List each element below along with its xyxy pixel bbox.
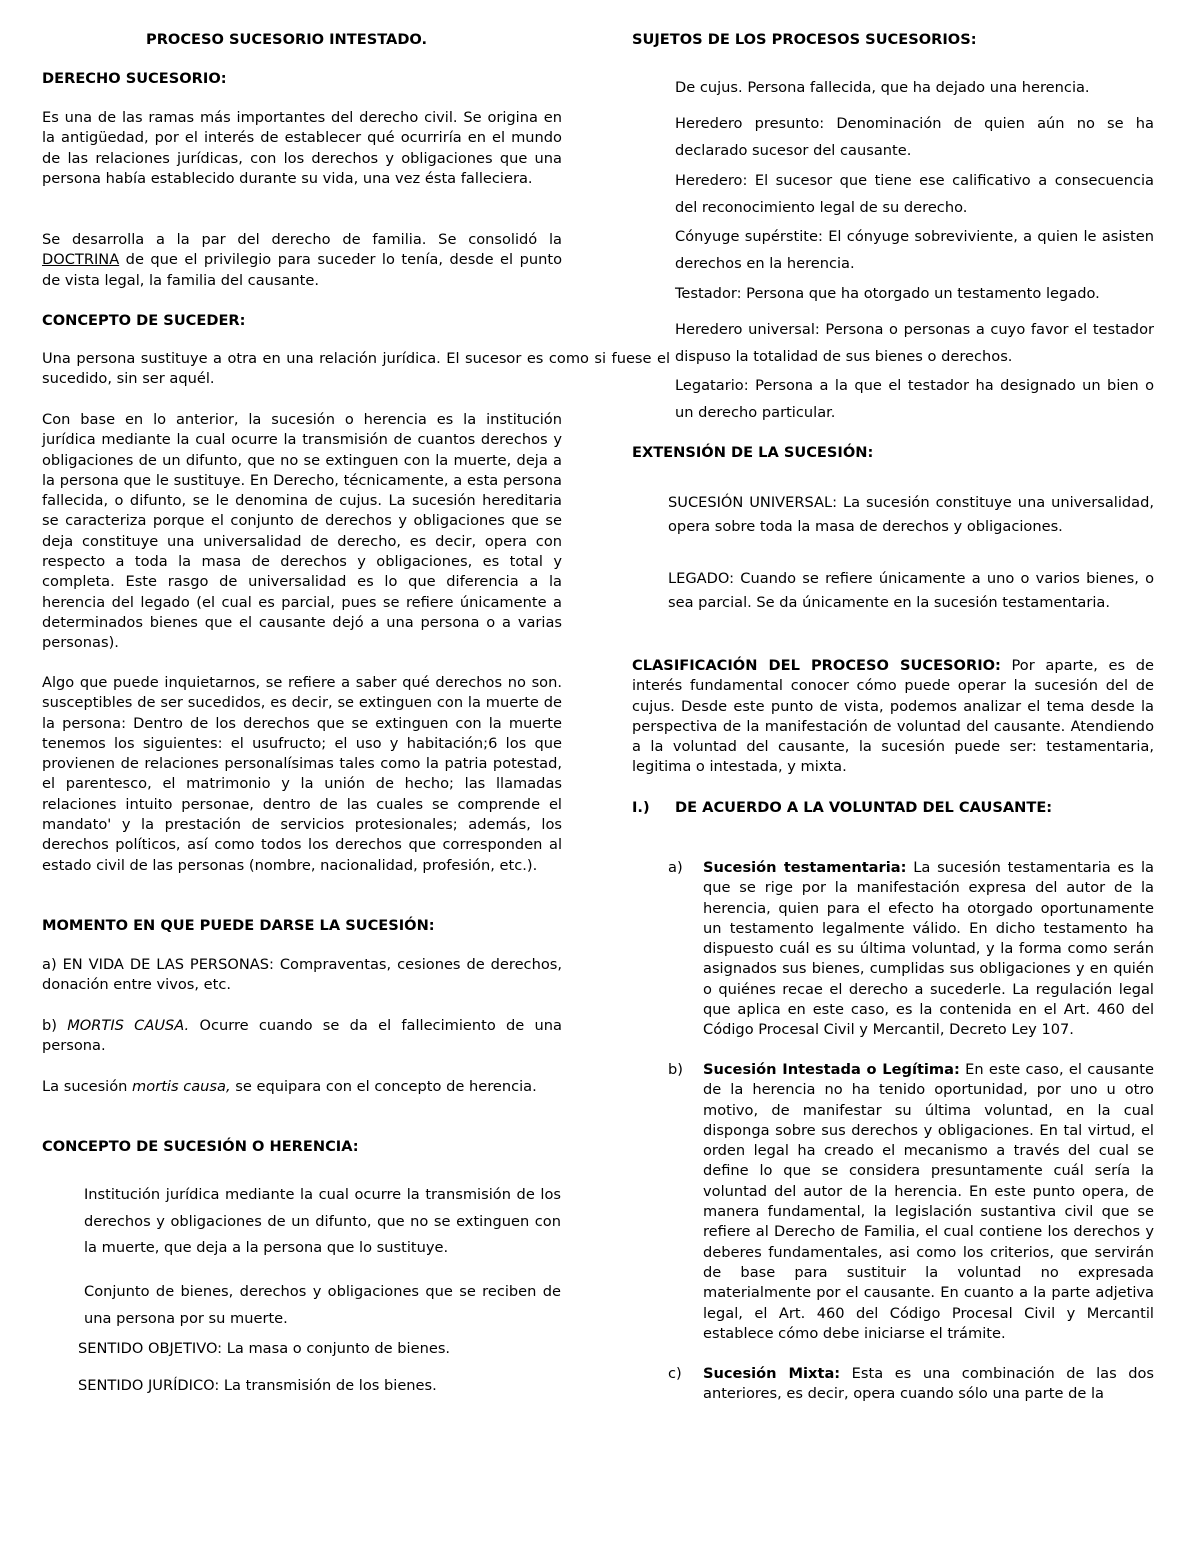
heading-voluntad-number: I.): [632, 799, 650, 816]
heading-sujetos: SUJETOS DE LOS PROCESOS SUCESORIOS:: [632, 31, 977, 48]
list-item-intestada: [632, 1060, 1154, 1344]
text: En este caso, el causante de la herencia no ha tenido oportunidad, por uno u otro motivo, de manifestar su última voluntad, en la cual disponga sobre sus derechos y obligaciones. En tal virtud, el orden legal ha creado el mecanismo a través del cual se define lo que se considera presuntamente cuál sería la voluntad del autor de la herencia. En este punto opera, de manera fundamental, la legislación sustantiva civil que se refiere al Derecho de Familia, el cual contiene los derechos y deberes fundamentales, asi como los criterios, que servirán de base para sustituir la voluntad no expresada materialmente por el causante. En cuanto a la parte adjetiva legal, el Art. 460 del Código Procesal Civil y Mercantil establece cómo debe iniciarse el trámite.: [703, 1061, 1154, 1342]
heading-clasificacion: CLASIFICACIÓN DEL PROCESO SUCESORIO:: [632, 657, 1001, 674]
doctrina-term: DOCTRINA: [42, 251, 120, 269]
list-item-mixta: [632, 1364, 1154, 1405]
list-marker: b): [668, 1061, 683, 1078]
paragraph-momento-b: [42, 1016, 562, 1057]
text: se equipara con el concepto de herencia.: [230, 1078, 537, 1095]
item-title: Sucesión Mixta:: [703, 1365, 841, 1382]
heading-concepto-suceder: CONCEPTO DE SUCEDER:: [42, 312, 246, 329]
sujeto-heredero-universal: Heredero universal: Persona o personas a cuyo favor el testador dispuso la totalidad de sus bienes o derechos.: [675, 321, 1154, 365]
paragraph-momento-c: [42, 1077, 562, 1097]
text: La sucesión: [42, 1078, 133, 1095]
paragraph-suceder-1: Una persona sustituye a otra en una relación jurídica. El sucesor es como si fuese el sucedido, sin ser aquél.: [42, 350, 670, 388]
paragraph-suceder-3: Algo que puede inquietarnos, se refiere a saber qué derechos no son. susceptibles de ser sucedidos, es decir, se extinguen con la muerte de la persona: Dentro de los derechos que se extinguen con la muerte tenemos los siguientes: el usufructo; el uso y habitación;6 los que provienen de relaciones personalísimas tales como la patria potestad, el parentesco, el matrimonio y la unión de hecho; las llamadas relaciones intuito personae, dentro de las cuales se comprende el mandato' y la prestación de servicios protesionales; además, los derechos políticos, así como todos los derechos que corresponden al estado civil de las personas (nombre, nacionalidad, profesión, etc.).: [42, 674, 562, 874]
list-marker: a): [668, 859, 683, 876]
heading-momento: MOMENTO EN QUE PUEDE DARSE LA SUCESIÓN:: [42, 917, 435, 934]
paragraph-derecho-2: [42, 230, 562, 291]
sentido-juridico: SENTIDO JURÍDICO: La transmisión de los bienes.: [78, 1377, 437, 1394]
sujeto-heredero-presunto: Heredero presunto: Denominación de quien aún no se ha declarado sucesor del causante.: [675, 115, 1154, 159]
definition-2: Conjunto de bienes, derechos y obligaciones que se reciben de una persona por su muerte.: [84, 1283, 561, 1327]
extension-legado: LEGADO: Cuando se refiere únicamente a uno o varios bienes, o sea parcial. Se da únicamente en la sucesión testamentaria.: [668, 570, 1154, 611]
heading-derecho-sucesorio: DERECHO SUCESORIO:: [42, 70, 227, 87]
item-title: Sucesión testamentaria:: [703, 859, 907, 876]
sujeto-legatario: Legatario: Persona a la que el testador ha designado un bien o un derecho particular.: [675, 377, 1154, 421]
mortis-causa-term: mortis causa,: [132, 1078, 231, 1095]
mortis-causa-term: MORTIS CAUSA.: [67, 1017, 190, 1034]
text: b): [42, 1017, 68, 1034]
definition-1: Institución jurídica mediante la cual ocurre la transmisión de los derechos y obligaciones de un difunto, que no se extinguen con la muerte, que deja a la persona que lo sustituye.: [84, 1186, 561, 1256]
sujeto-testador: Testador: Persona que ha otorgado un testamento legado.: [675, 285, 1100, 302]
heading-concepto-herencia: CONCEPTO DE SUCESIÓN O HERENCIA:: [42, 1138, 359, 1155]
list-item-text: [703, 1060, 1154, 1344]
item-title: Sucesión Intestada o Legítima:: [703, 1061, 960, 1078]
text: Ocurre cuando se da el fallecimiento de una persona.: [42, 1017, 562, 1055]
paragraph-clasificacion: [632, 656, 1154, 778]
heading-voluntad: DE ACUERDO A LA VOLUNTAD DEL CAUSANTE:: [675, 799, 1053, 816]
text: de que el privilegio para suceder lo tenía, desde el punto de vista legal, la familia del causante.: [42, 251, 562, 289]
list-item-text: [703, 1364, 1154, 1405]
sujeto-de-cujus: De cujus. Persona fallecida, que ha dejado una herencia.: [675, 79, 1090, 96]
list-item-testamentaria: [632, 858, 1154, 1041]
paragraph-suceder-2: Con base en lo anterior, la sucesión o herencia es la institución jurídica mediante la cual ocurre la transmisión de cuantos derechos y obligaciones de un difunto, que no se extinguen con la muerte, deja a la persona que le sustituye. En Derecho, técnicamente, a esta persona fallecida, o difunto, se le denomina de cujus. La sucesión hereditaria se caracteriza porque el conjunto de derechos y obligaciones que se deja constituye una universalidad de derecho, es decir, opera con respecto a toda la masa de derechos y obligaciones, es total y completa. Este rasgo de universalidad es lo que diferencia a la herencia del legado (el cual es parcial, pues se refiere únicamente a determinados bienes que el causante dejó a una persona o a varias personas).: [42, 411, 562, 652]
paragraph-momento-a: a) EN VIDA DE LAS PERSONAS: Compraventas, cesiones de derechos, donación entre vivos, etc.: [42, 956, 562, 994]
list-marker: c): [668, 1365, 682, 1382]
heading-extension: EXTENSIÓN DE LA SUCESIÓN:: [632, 444, 874, 461]
sujeto-heredero: Heredero: El sucesor que tiene ese calificativo a consecuencia del reconocimiento legal de su derecho.: [675, 172, 1154, 216]
list-item-text: [703, 858, 1154, 1041]
paragraph-derecho-1: Es una de las ramas más importantes del derecho civil. Se origina en la antigüedad, por el interés de establecer qué ocurriría en el mundo de las relaciones jurídicas, con los derechos y obligaciones que una persona había establecido durante su vida, una vez ésta falleciera.: [42, 109, 562, 187]
sujeto-conyuge: Cónyuge supérstite: El cónyuge sobreviviente, a quien le asisten derechos en la herencia.: [675, 228, 1154, 272]
sentido-objetivo: SENTIDO OBJETIVO: La masa o conjunto de bienes.: [78, 1340, 451, 1357]
text: Se desarrolla a la par del derecho de familia. Se consolidó la: [42, 231, 562, 248]
extension-universal: SUCESIÓN UNIVERSAL: La sucesión constituye una universalidad, opera sobre toda la masa de derechos y obligaciones.: [668, 494, 1154, 535]
text: Esta es una combinación de las dos anteriores, es decir, opera cuando sólo una parte de la: [703, 1365, 1155, 1403]
text: La sucesión testamentaria es la que se rige por la manifestación expresa del autor de la herencia, quien para el efecto ha otorgado oportunamente un testamento legalmente válido. En dicho testamento ha dispuesto cuál es su última voluntad, y la forma como serán asignados sus bienes, cumplidas sus obligaciones y en quién o quiénes recae el derecho a sucederle. La regulación legal que aplica en este caso, es la contenida en el Art. 460 del Código Procesal Civil y Mercantil, Decreto Ley 107.: [703, 859, 1154, 1039]
document-title: PROCESO SUCESORIO INTESTADO.: [146, 31, 428, 48]
text: Por aparte, es de interés fundamental conocer cómo puede operar la sucesión del de cujus. Desde este punto de vista, podemos analizar el tema desde la perspectiva de la manifestación de voluntad del causante. Atendiendo a la voluntad del causante, la sucesión puede ser: testamentaria, legitima o intestada, y mixta.: [632, 657, 1154, 776]
